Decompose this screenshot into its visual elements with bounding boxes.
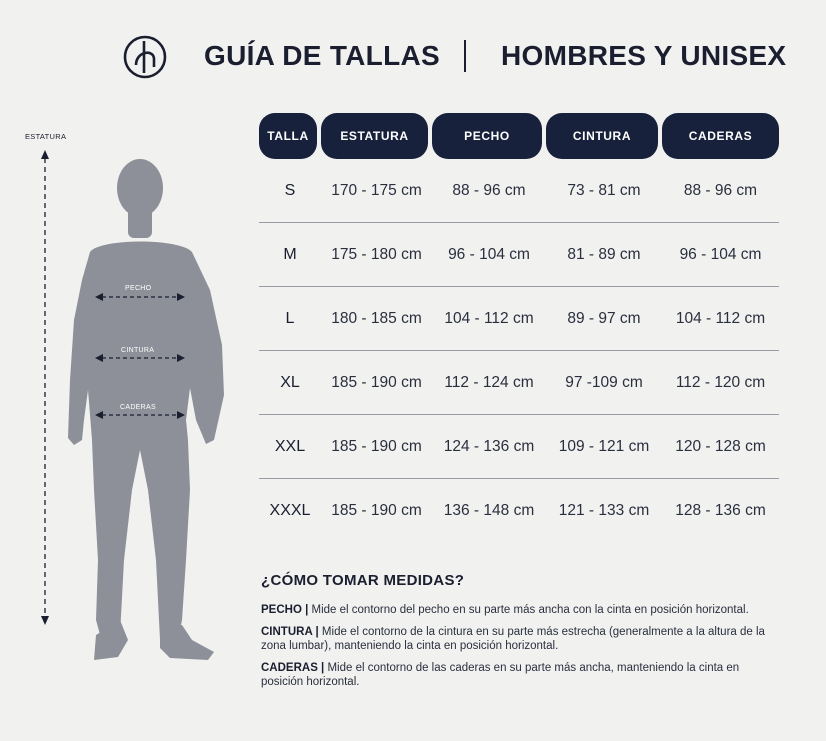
silhouette-illustration bbox=[0, 120, 250, 680]
page-subtitle: HOMBRES Y UNISEX bbox=[501, 40, 787, 71]
title-divider bbox=[464, 40, 466, 72]
table-row bbox=[259, 479, 779, 543]
pecho-cell: 88 - 96 cm bbox=[432, 159, 546, 223]
pecho-label: PECHO bbox=[125, 285, 152, 292]
pecho-cell: 124 - 136 cm bbox=[432, 415, 546, 479]
pecho-cell: 112 - 124 cm bbox=[432, 351, 546, 415]
caderas-cell: 96 - 104 cm bbox=[662, 223, 779, 287]
cintura-cell: 89 - 97 cm bbox=[546, 287, 662, 351]
size-cell: L bbox=[259, 287, 321, 351]
size-table bbox=[259, 112, 779, 542]
caderas-label: CADERAS bbox=[120, 404, 156, 411]
caderas-instruction bbox=[261, 661, 781, 689]
size-cell: XL bbox=[259, 351, 321, 415]
header-pecho: PECHO bbox=[432, 113, 542, 159]
table-row bbox=[259, 351, 779, 415]
cintura-cell: 121 - 133 cm bbox=[558, 501, 650, 519]
header-caderas: CADERAS bbox=[662, 113, 779, 159]
estatura-cell: 175 - 180 cm bbox=[321, 223, 432, 287]
cintura-cell: 73 - 81 cm bbox=[546, 159, 662, 223]
caderas-cell: 104 - 112 cm bbox=[662, 287, 779, 351]
estatura-label: ESTATURA bbox=[25, 132, 67, 141]
cintura-label: CINTURA bbox=[121, 347, 155, 354]
caderas-cell: 112 - 120 cm bbox=[662, 351, 779, 415]
header-estatura: ESTATURA bbox=[321, 113, 428, 159]
header bbox=[0, 30, 826, 86]
header-cintura: CINTURA bbox=[546, 113, 658, 159]
pecho-cell: 96 - 104 cm bbox=[432, 223, 546, 287]
caderas-cell: 120 - 128 cm bbox=[662, 415, 779, 479]
pecho-instruction-label: PECHO | bbox=[261, 604, 309, 616]
table-header-row bbox=[259, 112, 779, 159]
table-row bbox=[259, 159, 779, 223]
estatura-cell: 180 - 185 cm bbox=[321, 287, 432, 351]
estatura-cell: 185 - 190 cm bbox=[321, 351, 432, 415]
cintura-instruction-label: CINTURA | bbox=[261, 626, 319, 638]
size-cell: S bbox=[259, 159, 321, 223]
pecho-instruction bbox=[261, 603, 781, 617]
caderas-cell: 128 - 136 cm bbox=[675, 501, 766, 519]
size-cell: XXL bbox=[259, 415, 321, 479]
pecho-cell: 104 - 112 cm bbox=[432, 287, 546, 351]
caderas-cell: 88 - 96 cm bbox=[662, 159, 779, 223]
table-row bbox=[259, 415, 779, 479]
brand-logo-icon bbox=[123, 35, 167, 79]
page-title: GUÍA DE TALLAS bbox=[204, 40, 440, 71]
caderas-instruction-label: CADERAS | bbox=[261, 662, 325, 674]
table-row bbox=[259, 223, 779, 287]
size-cell: XXXL bbox=[269, 501, 311, 519]
size-cell: M bbox=[259, 223, 321, 287]
caderas-instruction-text: Mide el contorno de las caderas en su parte más ancha, manteniendo la cinta en posición horizontal. bbox=[261, 662, 740, 688]
cintura-instruction bbox=[261, 625, 781, 653]
pecho-cell: 136 - 148 cm bbox=[443, 501, 535, 519]
cintura-instruction-text: Mide el contorno de la cintura en su parte más estrecha (generalmente a la altura de la zona lumbar), manteniendo la cinta en posición horizontal. bbox=[261, 626, 765, 652]
how-to-measure-title: ¿CÓMO TOMAR MEDIDAS? bbox=[261, 572, 465, 589]
cintura-cell: 109 - 121 cm bbox=[546, 415, 662, 479]
pecho-instruction-text: Mide el contorno del pecho en su parte más ancha con la cinta en posición horizontal. bbox=[308, 604, 749, 616]
how-to-measure-section bbox=[261, 572, 781, 697]
estatura-cell: 170 - 175 cm bbox=[321, 159, 432, 223]
cintura-cell: 97 -109 cm bbox=[546, 351, 662, 415]
estatura-cell: 185 - 190 cm bbox=[321, 415, 432, 479]
cintura-cell: 81 - 89 cm bbox=[546, 223, 662, 287]
estatura-cell: 185 - 190 cm bbox=[331, 501, 422, 519]
body-figure bbox=[0, 120, 250, 680]
table-row bbox=[259, 287, 779, 351]
header-talla: TALLA bbox=[259, 113, 317, 159]
